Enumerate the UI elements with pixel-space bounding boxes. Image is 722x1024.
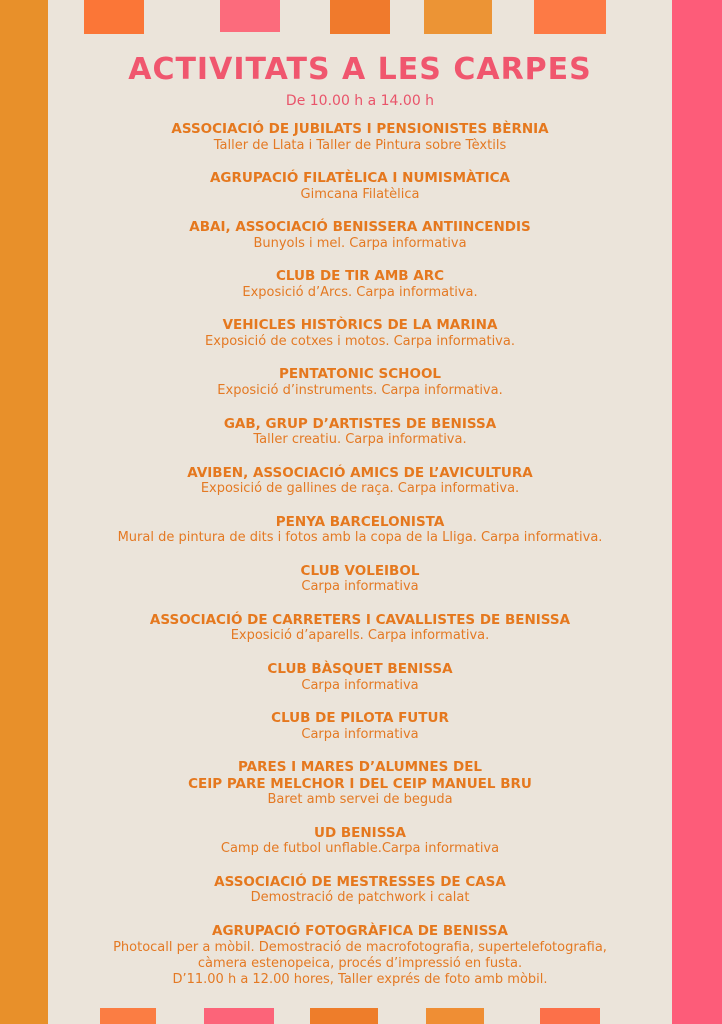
activity-description: Gimcana Filatèlica	[300, 186, 420, 202]
activity-description: Carpa informativa	[301, 579, 419, 595]
bottom-tab-3	[310, 1008, 378, 1024]
activity-description: Taller de Llata i Taller de Pintura sobre Tèxtils	[213, 137, 507, 153]
activity-description: Exposició d’Arcs. Carpa informativa.	[242, 284, 478, 300]
list-item	[48, 612, 672, 645]
activity-list	[48, 121, 672, 1004]
entity-name: CLUB BÀSQUET BENISSA	[267, 661, 453, 678]
top-tab-3	[330, 0, 390, 34]
entity-name: AVIBEN, ASSOCIACIÓ AMICS DE L’AVICULTURA	[187, 464, 533, 481]
entity-name: ASSOCIACIÓ DE JUBILATS I PENSIONISTES BÈRNIA	[171, 121, 549, 137]
entity-name: VEHICLES HISTÒRICS DE LA MARINA	[222, 317, 498, 334]
activity-description: Camp de futbol unflable.Carpa informativa	[220, 841, 500, 857]
activity-description: Carpa informativa	[301, 677, 419, 693]
top-tab-4	[424, 0, 492, 34]
list-item	[48, 563, 672, 596]
activity-description: Exposició d’instruments. Carpa informativa.	[217, 382, 503, 398]
entity-name: CLUB VOLEIBOL	[300, 562, 420, 579]
list-item	[48, 219, 672, 252]
list-item	[48, 170, 672, 203]
list-item	[48, 825, 672, 858]
list-item	[48, 514, 672, 547]
entity-name: ASSOCIACIÓ DE CARRETERS I CAVALLISTES DE BENISSA	[149, 611, 571, 628]
list-item	[48, 661, 672, 694]
list-item	[48, 465, 672, 498]
activity-description: Exposició de gallines de raça. Carpa informativa.	[200, 481, 520, 497]
entity-name: ABAI, ASSOCIACIÓ BENISSERA ANTIINCENDIS	[189, 219, 531, 236]
entity-name: AGRUPACIÓ FILATÈLICA I NUMISMÀTICA	[209, 170, 511, 187]
bottom-tab-1	[100, 1008, 156, 1024]
list-item	[48, 268, 672, 301]
left-orange-stripe	[0, 0, 48, 1024]
activity-description: Bunyols i mel. Carpa informativa	[253, 235, 467, 251]
schedule-hours: De 10.00 h a 14.00 h	[285, 93, 435, 109]
list-item	[48, 317, 672, 350]
list-item	[48, 923, 672, 988]
list-item	[48, 366, 672, 399]
entity-name: PENYA BARCELONISTA	[275, 513, 445, 530]
activity-description: Taller creatiu. Carpa informativa.	[253, 432, 467, 448]
top-tab-1	[84, 0, 144, 34]
entity-name: UD BENISSA	[314, 824, 406, 841]
top-tab-2	[220, 0, 280, 32]
activity-description: Photocall per a mòbil. Demostració de macrofotografia, supertelefotografia, càmera estenopeica, procés d’impressió en fusta. D’11.00 h a 12.00 hores, Taller exprés de foto amb mòbil.	[113, 939, 607, 987]
entity-name: GAB, GRUP D’ARTISTES DE BENISSA	[223, 415, 497, 432]
activity-description: Exposició d’aparells. Carpa informativa.	[230, 628, 490, 644]
activity-description: Demostració de patchwork i calat	[250, 890, 470, 906]
right-pink-stripe	[672, 0, 722, 1024]
entity-name: AGRUPACIÓ FOTOGRÀFICA DE BENISSA	[212, 923, 508, 939]
top-tab-5	[534, 0, 606, 34]
entity-name: PENTATONIC SCHOOL	[278, 366, 442, 383]
list-item	[48, 710, 672, 743]
bottom-tab-2	[204, 1008, 274, 1024]
page-title: ACTIVITATS A LES CARPES	[128, 52, 592, 87]
entity-name: CLUB DE PILOTA FUTUR	[271, 710, 449, 727]
list-item	[48, 874, 672, 907]
entity-name: CLUB DE TIR AMB ARC	[275, 268, 445, 285]
activity-description: Carpa informativa	[301, 726, 419, 742]
entity-name: PARES I MARES D’ALUMNES DEL CEIP PARE MELCHOR I DEL CEIP MANUEL BRU	[188, 759, 532, 792]
poster	[48, 0, 672, 1024]
list-item	[48, 416, 672, 449]
bottom-tab-5	[540, 1008, 600, 1024]
activity-description: Mural de pintura de dits i fotos amb la copa de la Lliga. Carpa informativa.	[117, 530, 603, 546]
entity-name: ASSOCIACIÓ DE MESTRESSES DE CASA	[214, 873, 506, 890]
list-item	[48, 121, 672, 154]
activity-description: Exposició de cotxes i motos. Carpa informativa.	[205, 333, 515, 349]
list-item	[48, 759, 672, 808]
bottom-tab-4	[426, 1008, 484, 1024]
activity-description: Baret amb servei de beguda	[267, 792, 453, 808]
